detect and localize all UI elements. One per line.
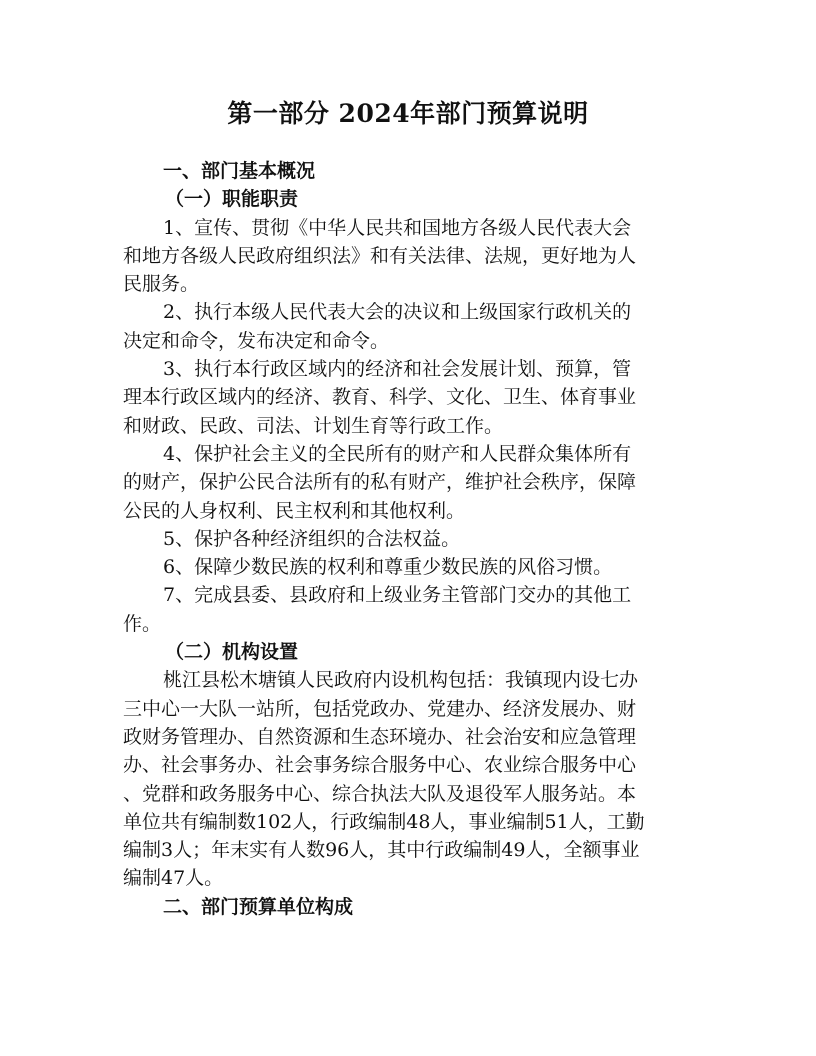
paragraph-line: 的财产，保护公民合法所有的私有财产，维护社会秩序，保障 [123, 471, 637, 494]
section-heading: 二、部门预算单位构成 [163, 895, 354, 918]
paragraph-line: 公民的人身权利、民主权利和其他权利。 [123, 499, 466, 522]
paragraph-line: 1、宣传、贯彻《中华人民共和国地方各级人民代表大会 [163, 216, 632, 239]
paragraph-line: 7、完成县委、县政府和上级业务主管部门交办的其他工 [163, 584, 632, 607]
paragraph-line: 政财务管理办、自然资源和生态环境办、社会治安和应急管理 [123, 725, 637, 748]
section-heading: （二）机构设置 [165, 641, 299, 664]
paragraph-line: 民服务。 [123, 273, 200, 296]
section-heading: 一、部门基本概况 [163, 160, 316, 182]
paragraph-line: 6、保障少数民族的权利和尊重少数民族的风俗习惯。 [163, 556, 613, 579]
paragraph-line: 三中心一大队一站所，包括党政办、党建办、经济发展办、财 [123, 697, 637, 720]
section-heading: （一）职能职责 [165, 188, 299, 211]
paragraph-line: 4、保护社会主义的全民所有的财产和人民群众集体所有 [163, 442, 632, 465]
paragraph-line: 办、社会事务办、社会事务综合服务中心、农业综合服务中心 [123, 754, 637, 777]
paragraph-line: 桃江县松木塘镇人民政府内设机构包括：我镇现内设七办 [163, 669, 639, 692]
paragraph-line: 编制3人；年末实有人数96人，其中行政编制49人，全额事业 [123, 839, 640, 862]
paragraph-line: 作。 [123, 612, 162, 635]
paragraph-line: 、党群和政务服务中心、综合执法大队及退役军人服务站。本 [123, 782, 637, 805]
page-title: 第一部分 2024年部门预算说明 [227, 99, 589, 128]
paragraph-line: 2、执行本级人民代表大会的决议和上级国家行政机关的 [163, 301, 632, 324]
paragraph-line: 和地方各级人民政府组织法》和有关法律、法规，更好地为人 [123, 244, 637, 267]
paragraph-line: 理本行政区域内的经济、教育、科学、文化、卫生、体育事业 [123, 386, 637, 409]
paragraph-line: 决定和命令，发布决定和命令。 [123, 329, 390, 352]
paragraph-line: 和财政、民政、司法、计划生育等行政工作。 [123, 414, 504, 437]
document-body [123, 157, 698, 921]
paragraph-line: 编制47人。 [123, 867, 224, 890]
paragraph-line: 5、保护各种经济组织的合法权益。 [163, 527, 461, 550]
paragraph-line: 3、执行本行政区域内的经济和社会发展计划、预算，管 [163, 358, 632, 381]
paragraph-line: 单位共有编制数102人，行政编制48人，事业编制51人，工勤 [123, 810, 645, 833]
